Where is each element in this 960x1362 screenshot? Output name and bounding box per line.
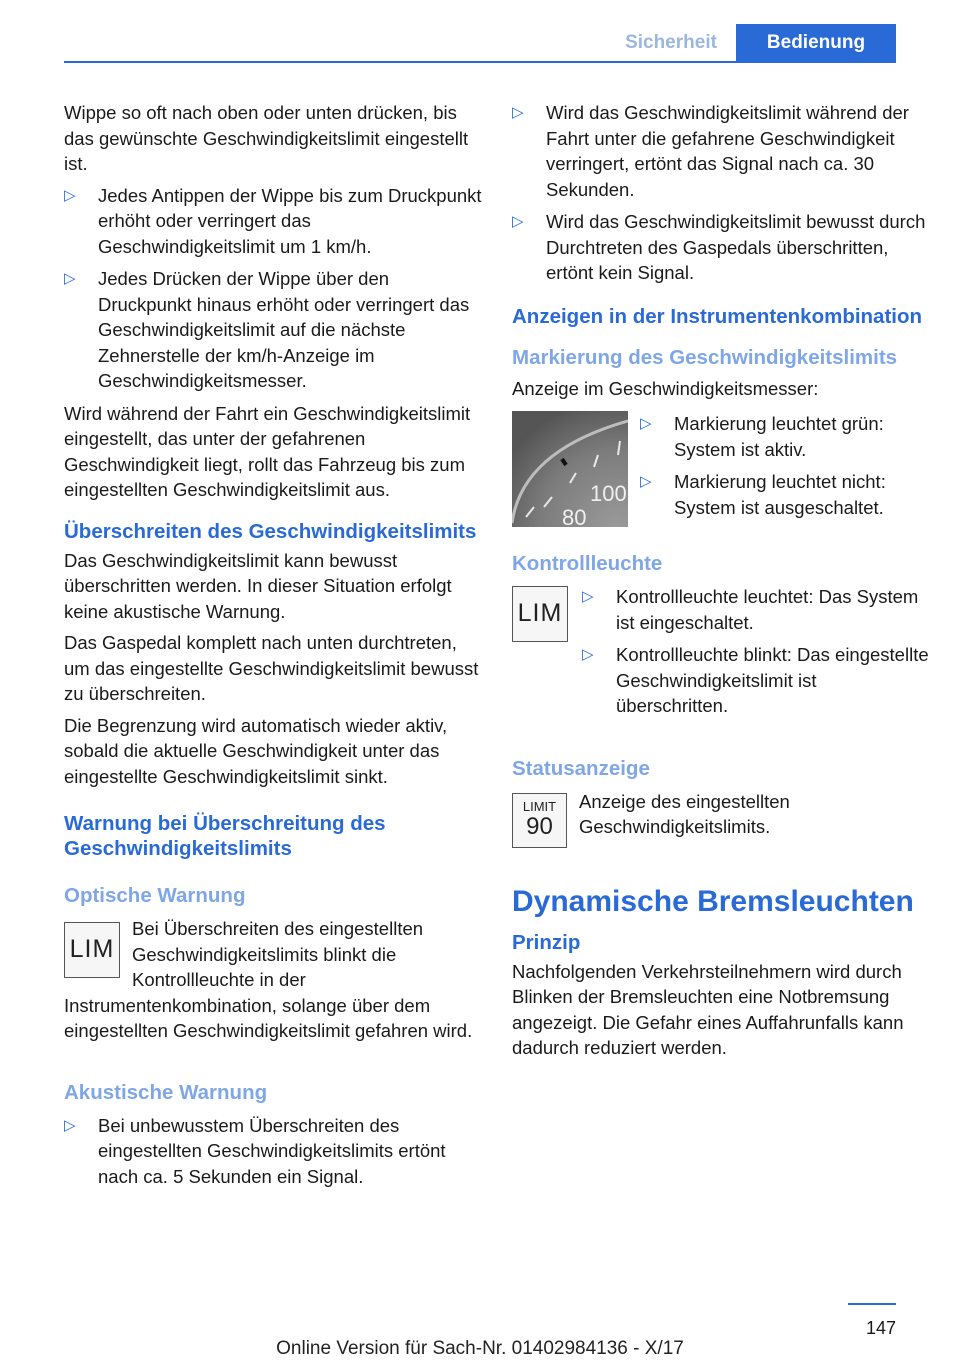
bullet-text: Kontrollleuchte leuchtet: Das System ist eingeschaltet. bbox=[616, 586, 919, 633]
optische-warnung-block bbox=[64, 916, 482, 1044]
heading-prinzip: Prinzip bbox=[512, 930, 581, 954]
left-column bbox=[64, 100, 482, 1196]
bullet-text: Wird das Geschwindigkeitslimit bewusst durch Durchtreten des Gaspedals überschritten, ertönt kein Signal. bbox=[546, 211, 926, 283]
heading-warnung: Warnung bei Überschreitung des Geschwindigkeitslimits bbox=[64, 812, 386, 860]
paragraph: Nachfolgenden Verkehrsteilnehmern wird durch Blinken der Bremsleuchten eine Notbremsung angezeigt. Die Gefahr eines Auffahrunfalls kann dadurch reduziert werden. bbox=[512, 960, 904, 1058]
bullet-text: Jedes Antippen der Wippe bis zum Druckpunkt erhöht oder verringert das Geschwindigkeitslimit um 1 km/h. bbox=[98, 184, 482, 257]
heading-optische-warnung: Optische Warnung bbox=[64, 884, 246, 907]
triangle-bullet-icon: ▷ bbox=[512, 213, 524, 230]
lim-indicator-icon: LIM bbox=[64, 922, 120, 978]
triangle-bullet-icon: ▷ bbox=[640, 473, 652, 490]
bullet-text: Jedes Drücken der Wippe über den Druckpunkt hinaus erhöht oder verringert das Geschwindigkeitslimit auf die nächste Zehnerstelle der km/h-Anzeige im Geschwindigkeitsmesser. bbox=[98, 268, 470, 391]
paragraph: Wippe so oft nach oben oder unten drücken, bis das gewünschte Geschwindigkeitslimit eingestellt ist. bbox=[64, 102, 469, 174]
bullet-item bbox=[582, 642, 932, 719]
tab-bedienung[interactable]: Bedienung bbox=[736, 24, 896, 62]
triangle-bullet-icon: ▷ bbox=[64, 270, 76, 287]
limit-value: 90 bbox=[526, 813, 553, 840]
triangle-bullet-icon: ▷ bbox=[64, 1116, 76, 1134]
bullet-item bbox=[64, 1113, 482, 1190]
bullet-text: Markierung leuchtet grün: System ist aktiv. bbox=[674, 413, 884, 460]
triangle-bullet-icon: ▷ bbox=[640, 415, 652, 432]
heading-akustische-warnung: Akustische Warnung bbox=[64, 1080, 268, 1104]
bullet-text: Markierung leuchtet nicht: System ist ausgeschaltet. bbox=[674, 471, 886, 518]
bullet-item bbox=[64, 183, 482, 260]
paragraph: Bei Überschreiten des eingestellten Geschwindigkeitslimits blinkt die Kontrollleuchte in der Instrumentenkombination, solange über dem eingestellten Geschwindigkeitslimit gefahren wird. bbox=[64, 918, 473, 1041]
bullet-item bbox=[64, 266, 482, 394]
kontrollleuchte-row bbox=[512, 584, 932, 726]
triangle-bullet-icon: ▷ bbox=[582, 646, 594, 663]
bullet-text: Wird das Geschwindigkeitslimit während der Fahrt unter die gefahrene Geschwindigkeit verringert, ertönt das Signal nach ca. 30 Sekunden. bbox=[546, 102, 909, 200]
lim-indicator-icon: LIM bbox=[512, 586, 568, 642]
triangle-bullet-icon: ▷ bbox=[512, 104, 524, 121]
right-column bbox=[512, 100, 932, 1067]
bullet-item bbox=[640, 469, 932, 520]
bullet-text: Kontrollleuchte blinkt: Das eingestellte Geschwindigkeitslimit ist überschritten. bbox=[616, 644, 929, 716]
paragraph: Das Gaspedal komplett nach unten durchtreten, um das eingestellte Geschwindigkeitslimit bewusst zu überschreiten. bbox=[64, 632, 479, 704]
speedometer-image bbox=[512, 411, 628, 527]
heading-dynamische-bremsleuchten: Dynamische Bremsleuchten bbox=[512, 884, 914, 918]
heading-kontrollleuchte: Kontrollleuchte bbox=[512, 552, 663, 575]
header-divider bbox=[64, 61, 896, 63]
page-number: 147 bbox=[865, 1318, 896, 1338]
paragraph: Die Begrenzung wird automatisch wieder aktiv, sobald die aktuelle Geschwindigkeit unter das eingestellte Geschwindigkeitslimit sinkt. bbox=[64, 714, 448, 787]
gauge-row bbox=[512, 411, 932, 527]
bullet-item bbox=[512, 100, 932, 202]
limit-display-icon bbox=[512, 793, 567, 848]
triangle-bullet-icon: ▷ bbox=[582, 588, 594, 605]
heading-anzeigen: Anzeigen in der Instrumentenkombination bbox=[512, 304, 923, 328]
tab-sicherheit[interactable]: Sicherheit bbox=[625, 32, 717, 53]
speedometer-icon bbox=[512, 411, 628, 527]
bullet-item bbox=[582, 584, 932, 635]
bullet-text: Bei unbewusstem Überschreiten des eingestellten Geschwindigkeitslimits ertönt nach ca. 5 Sekunden ein Signal. bbox=[98, 1114, 446, 1187]
svg-text:80: 80 bbox=[562, 505, 587, 527]
limit-label: LIMIT bbox=[522, 799, 557, 814]
heading-ueberschreiten: Überschreiten des Geschwindigkeitslimits bbox=[64, 519, 477, 543]
bullet-item bbox=[640, 411, 932, 462]
paragraph: Das Geschwindigkeitslimit kann bewusst überschritten werden. In dieser Situation erfolgt keine akustische Warnung. bbox=[64, 549, 452, 622]
heading-markierung: Markierung des Geschwindigkeitslimits bbox=[512, 345, 898, 369]
bullet-item bbox=[512, 209, 932, 286]
paragraph: Anzeige im Geschwindigkeitsmesser: bbox=[512, 377, 819, 399]
online-version-note: Online Version für Sach-Nr. 01402984136 - X/17 bbox=[276, 1338, 684, 1359]
header-bar bbox=[0, 0, 960, 62]
statusanzeige-row bbox=[512, 789, 932, 848]
triangle-bullet-icon: ▷ bbox=[64, 186, 76, 204]
paragraph: Anzeige des eingestellten Geschwindigkeitslimits. bbox=[579, 790, 790, 837]
footer-divider bbox=[848, 1303, 896, 1305]
heading-statusanzeige: Statusanzeige bbox=[512, 756, 650, 780]
paragraph: Wird während der Fahrt ein Geschwindigkeitslimit eingestellt, das unter der gefahrenen Geschwindigkeit liegt, rollt das Fahrzeug bis zum eingestellten Geschwindigkeitslimit aus. bbox=[64, 402, 471, 500]
svg-text:100: 100 bbox=[590, 481, 627, 506]
